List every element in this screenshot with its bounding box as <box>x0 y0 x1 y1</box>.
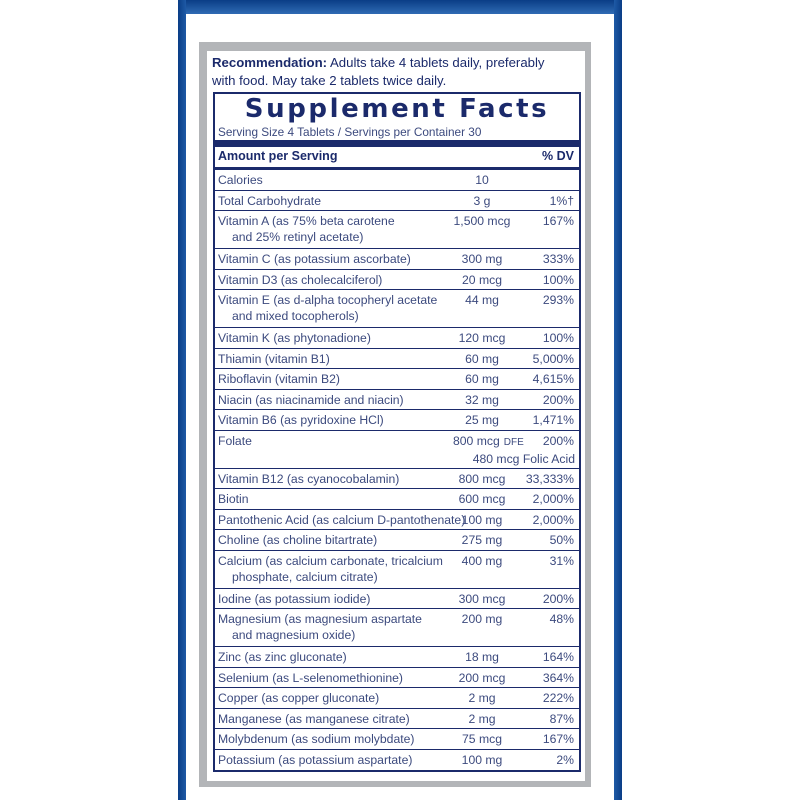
package-top-edge <box>178 0 622 14</box>
nutrient-amount <box>449 251 515 267</box>
nutrient-name-line-1: Total Carbohydrate <box>218 193 321 208</box>
nutrient-daily-value: 31% <box>549 553 574 568</box>
recommendation-line-2: with food. May take 2 tablets twice daily. <box>212 73 447 88</box>
recommendation-line-1: Adults take 4 tablets daily, preferably <box>327 55 545 70</box>
nutrient-row <box>215 668 579 689</box>
nutrient-name <box>218 251 446 267</box>
nutrient-amount-value: 32 mg <box>465 392 499 407</box>
nutrient-amount <box>449 172 515 188</box>
nutrient-row <box>215 290 579 328</box>
nutrient-name <box>218 213 446 245</box>
nutrient-amount <box>449 392 515 408</box>
nutrient-amount-value: 2 mg <box>468 691 496 705</box>
nutrient-amount-value: 800 mcg <box>453 433 500 448</box>
nutrient-amount-value: 100 mg <box>461 752 503 767</box>
nutrient-amount <box>449 591 515 607</box>
nutrient-name <box>218 433 446 449</box>
amount-per-serving-header: Amount per Serving <box>218 149 338 163</box>
nutrient-name-line-1: Selenium (as L-selenomethionine) <box>218 670 403 685</box>
nutrient-name <box>218 591 446 607</box>
nutrient-name <box>218 292 446 324</box>
nutrient-amount <box>449 670 515 686</box>
nutrient-name-line-1: Copper (as copper gluconate) <box>218 691 380 705</box>
nutrient-row <box>215 431 579 469</box>
nutrient-name-line-1: Riboflavin (vitamin B2) <box>218 372 340 386</box>
nutrient-daily-value: 333% <box>542 252 574 266</box>
nutrient-name <box>218 272 446 288</box>
nutrient-amount-value: 3 g <box>473 193 491 208</box>
nutrient-daily-value: 222% <box>542 691 574 705</box>
nutrient-amount-value: 25 mg <box>465 413 499 427</box>
nutrient-name <box>218 752 446 768</box>
nutrient-daily-value: 4,615% <box>532 372 574 386</box>
nutrient-row <box>215 530 579 551</box>
nutrient-name <box>218 512 466 528</box>
nutrient-amount-value: 200 mcg <box>458 670 506 685</box>
nutrient-name <box>218 611 446 643</box>
nutrient-name-line-1: Calories <box>218 173 263 187</box>
nutrient-amount <box>449 412 515 428</box>
nutrient-daily-value: 293% <box>542 293 574 307</box>
nutrient-amount-value: 300 mcg <box>458 591 506 606</box>
nutrient-amount <box>449 471 515 487</box>
nutrient-name <box>218 670 446 686</box>
nutrient-amount <box>449 690 515 706</box>
nutrient-row <box>215 729 579 750</box>
nutrient-name <box>218 392 446 408</box>
nutrient-name-line-1: Vitamin K (as phytonadione) <box>218 331 371 345</box>
nutrient-name <box>218 371 446 387</box>
nutrient-amount <box>449 731 515 747</box>
nutrient-amount-value: 400 mg <box>461 553 503 568</box>
nutrient-amount <box>449 330 515 346</box>
facts-header-row <box>218 149 574 165</box>
daily-value-header: % DV <box>542 149 574 163</box>
nutrient-name <box>218 330 446 346</box>
nutrient-name-line-1: Calcium (as calcium carbonate, tricalcium <box>218 553 443 568</box>
nutrient-amount <box>449 272 515 288</box>
facts-title: Supplement Facts <box>244 94 550 124</box>
nutrient-name-line-1: Magnesium (as magnesium aspartate <box>218 612 422 626</box>
nutrient-name-line-1: Vitamin A (as 75% beta carotene <box>218 214 395 228</box>
nutrient-sub-amount: 480 mcg Folic Acid <box>472 451 575 466</box>
nutrient-amount <box>449 711 515 727</box>
nutrient-amount-value: 20 mcg <box>462 272 502 287</box>
nutrient-amount-value: 2 mg <box>468 711 496 726</box>
nutrient-row <box>215 328 579 349</box>
nutrient-name <box>218 412 446 428</box>
nutrient-row <box>215 551 579 589</box>
nutrient-name-line-1: Thiamin (vitamin B1) <box>218 351 330 366</box>
nutrient-daily-value: 100% <box>542 331 574 345</box>
nutrient-daily-value: 167% <box>542 732 574 746</box>
nutrient-row <box>215 390 579 411</box>
nutrient-amount-value: 44 mg <box>465 293 499 307</box>
nutrient-amount-value: 75 mcg <box>462 732 502 746</box>
nutrient-daily-value: 100% <box>542 272 574 287</box>
nutrient-row <box>215 349 579 370</box>
nutrient-name-line-1: Zinc (as zinc gluconate) <box>218 650 347 664</box>
nutrient-amount <box>449 193 515 209</box>
nutrient-amount-value: 18 mg <box>465 650 499 664</box>
nutrient-name <box>218 649 446 665</box>
nutrient-daily-value: 33,333% <box>525 471 574 486</box>
nutrient-name <box>218 690 446 706</box>
nutrient-daily-value: 48% <box>549 612 574 626</box>
nutrient-name <box>218 193 446 209</box>
nutrient-row <box>215 270 579 291</box>
nutrient-row <box>215 750 579 771</box>
nutrient-amount-value: 60 mg <box>465 372 499 386</box>
nutrient-daily-value: 1%† <box>549 193 574 208</box>
nutrient-name-line-1: Molybdenum (as sodium molybdate) <box>218 732 415 746</box>
nutrient-amount <box>449 491 515 507</box>
nutrient-daily-value: 5,000% <box>532 351 574 366</box>
nutrient-amount-value: 200 mg <box>461 612 503 626</box>
nutrient-row <box>215 170 579 191</box>
nutrient-row <box>215 589 579 610</box>
nutrient-row <box>215 191 579 212</box>
nutrient-name-line-2: and 25% retinyl acetate) <box>232 230 364 244</box>
nutrient-amount-value: 300 mg <box>461 252 503 266</box>
nutrient-row <box>215 510 579 531</box>
nutrient-name-line-1: Manganese (as manganese citrate) <box>218 711 410 726</box>
nutrient-amount-suffix: DFE <box>503 436 524 448</box>
nutrient-name <box>218 711 446 727</box>
nutrient-name-line-1: Choline (as choline bitartrate) <box>218 533 378 547</box>
nutrient-name <box>218 553 446 585</box>
nutrient-row <box>215 647 579 668</box>
nutrient-daily-value: 200% <box>542 392 574 407</box>
nutrient-daily-value: 2,000% <box>532 512 574 527</box>
nutrient-amount-value: 60 mg <box>465 351 499 366</box>
nutrient-name-line-1: Vitamin B6 (as pyridoxine HCl) <box>218 413 384 427</box>
nutrient-name-line-1: Pantothenic Acid (as calcium D-pantothenate) <box>218 512 466 527</box>
nutrient-daily-value: 87% <box>549 711 574 726</box>
nutrient-row <box>215 410 579 431</box>
nutrient-row <box>215 249 579 270</box>
nutrient-amount-value: 275 mg <box>461 533 503 547</box>
nutrient-row <box>215 211 579 249</box>
serving-info: Serving Size 4 Tablets / Servings per Container 30 <box>218 125 482 139</box>
nutrient-daily-value: 50% <box>549 533 574 547</box>
nutrient-amount <box>449 512 515 528</box>
nutrient-daily-value: 2,000% <box>532 492 574 506</box>
nutrient-name-line-1: Potassium (as potassium aspartate) <box>218 752 413 767</box>
nutrient-amount <box>449 213 515 229</box>
nutrient-amount-value: 600 mcg <box>458 492 506 506</box>
nutrient-daily-value: 2% <box>556 752 574 767</box>
nutrient-row <box>215 609 579 647</box>
nutrient-rows <box>215 170 579 770</box>
nutrient-amount <box>449 649 515 665</box>
nutrient-amount-value: 1,500 mcg <box>453 214 511 228</box>
nutrient-name <box>218 731 446 747</box>
nutrient-name-line-1: Niacin (as niacinamide and niacin) <box>218 392 404 407</box>
nutrient-amount <box>449 553 515 569</box>
nutrient-daily-value: 364% <box>542 670 574 685</box>
nutrient-name-line-2: phosphate, calcium citrate) <box>232 569 378 584</box>
nutrient-row <box>215 489 579 510</box>
nutrient-row <box>215 688 579 709</box>
nutrient-name <box>218 532 446 548</box>
nutrient-amount <box>449 611 515 627</box>
nutrient-name <box>218 172 446 188</box>
nutrient-name <box>218 471 446 487</box>
nutrient-amount-value: 120 mcg <box>458 331 506 345</box>
nutrient-name-line-1: Iodine (as potassium iodide) <box>218 591 371 606</box>
nutrient-name <box>218 491 446 507</box>
nutrient-amount <box>449 371 515 387</box>
nutrient-name-line-2: and mixed tocopherols) <box>232 309 359 323</box>
nutrient-amount <box>449 752 515 768</box>
nutrient-name-line-1: Vitamin B12 (as cyanocobalamin) <box>218 471 400 486</box>
package-left-edge <box>178 0 186 800</box>
nutrient-daily-value: 167% <box>542 214 574 228</box>
nutrient-name <box>218 351 446 367</box>
nutrient-name-line-2: and magnesium oxide) <box>232 628 356 642</box>
nutrient-daily-value: 164% <box>542 650 574 664</box>
nutrient-name-line-1: Biotin <box>218 492 249 506</box>
nutrient-amount <box>449 292 515 308</box>
package-right-edge <box>614 0 622 800</box>
nutrient-name-line-1: Vitamin C (as potassium ascorbate) <box>218 252 411 266</box>
nutrient-amount <box>449 351 515 367</box>
recommendation-text <box>212 54 582 90</box>
nutrient-row <box>215 469 579 490</box>
nutrient-name-line-1: Folate <box>218 433 252 448</box>
nutrient-name-line-1: Vitamin D3 (as cholecalciferol) <box>218 272 383 287</box>
nutrient-amount-value: 10 <box>475 173 489 187</box>
nutrient-amount-value: 800 mcg <box>458 471 506 486</box>
nutrient-daily-value: 1,471% <box>532 413 574 427</box>
nutrient-amount-value: 100 mg <box>461 512 503 527</box>
nutrient-amount <box>453 433 523 451</box>
nutrient-row <box>215 709 579 730</box>
nutrient-name-line-1: Vitamin E (as d-alpha tocopheryl acetate <box>218 293 438 307</box>
nutrient-daily-value: 200% <box>542 433 574 448</box>
recommendation-label: Recommendation: <box>212 55 328 70</box>
nutrient-daily-value: 200% <box>542 591 574 606</box>
nutrient-row <box>215 369 579 390</box>
nutrient-amount <box>449 532 515 548</box>
thick-divider <box>215 140 579 147</box>
